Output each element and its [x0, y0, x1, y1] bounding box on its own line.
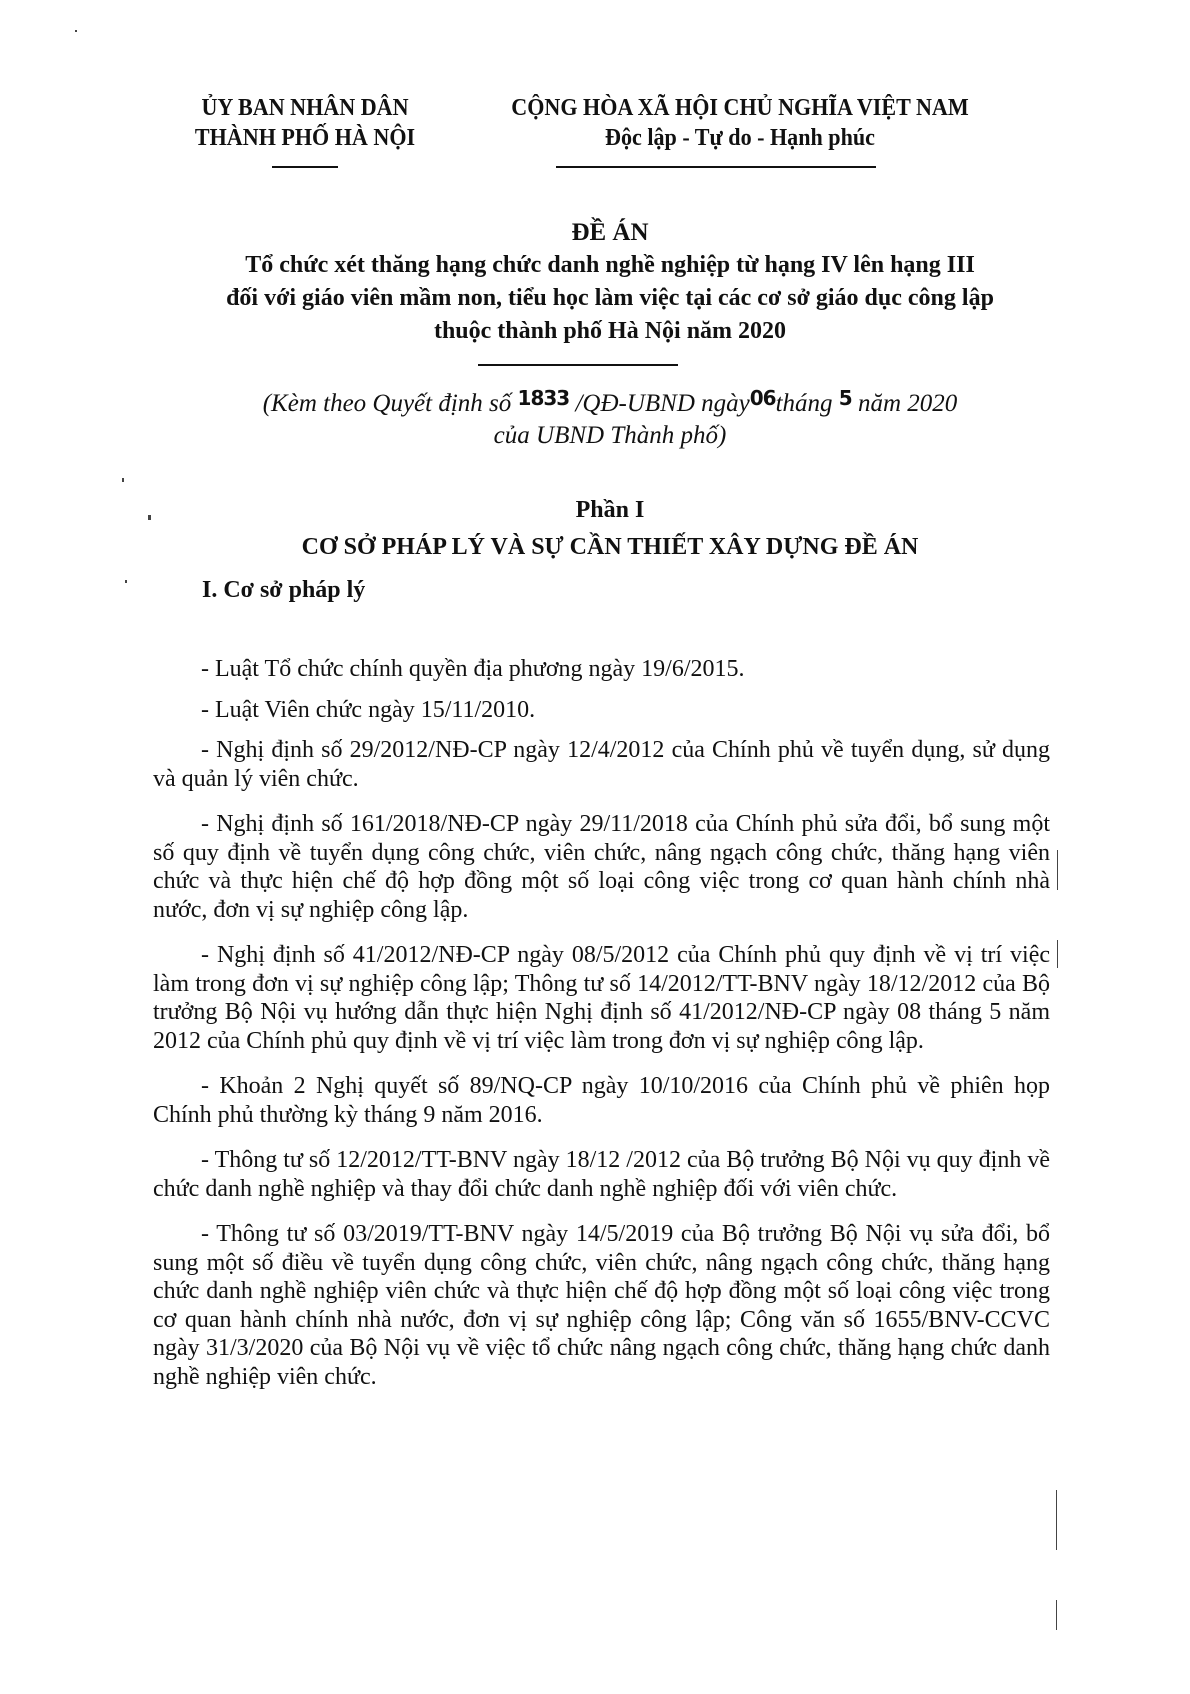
- scan-speck: [122, 478, 124, 482]
- section-heading: I. Cơ sở pháp lý: [202, 577, 366, 603]
- title-main: ĐỀ ÁN: [571, 219, 649, 246]
- decision-month: 5: [838, 386, 852, 410]
- national-motto: [482, 93, 997, 153]
- part-heading: [150, 492, 1070, 566]
- decision-day: 06: [749, 386, 776, 410]
- month-label: tháng: [775, 390, 839, 417]
- scan-margin-mark: [1057, 940, 1058, 968]
- attachment-prefix: (Kèm theo Quyết định số: [262, 390, 518, 417]
- authority-underline: [272, 166, 338, 168]
- title-line-3: thuộc thành phố Hà Nội năm 2020: [433, 318, 787, 344]
- authority-line-2: THÀNH PHỐ HÀ NỘI: [194, 125, 416, 151]
- list-item: - Nghị định số 41/2012/NĐ-CP ngày 08/5/2012 của Chính phủ quy định về vị trí việc làm trong đơn vị sự nghiệp công lập; Thông tư số 14/2012/TT-BNV ngày 18/12/2012 của Bộ trưởng Bộ Nội vụ hướng dẫn thực hiện Nghị định số 41/2012/NĐ-CP ngày 08 tháng 5 năm 2012 của Chính phủ quy định về vị trí việc làm trong đơn vị sự nghiệp công lập.: [153, 942, 1050, 1054]
- list-item: - Nghị định số 29/2012/NĐ-CP ngày 12/4/2012 của Chính phủ về tuyển dụng, sử dụng và quản lý viên chức.: [153, 737, 1050, 792]
- part-title: CƠ SỞ PHÁP LÝ VÀ SỰ CẦN THIẾT XÂY DỰNG ĐỀ ÁN: [301, 534, 919, 560]
- title-underline: [478, 364, 678, 366]
- attachment-line-2: của UBND Thành phố): [493, 422, 727, 449]
- list-item: - Khoản 2 Nghị quyết số 89/NQ-CP ngày 10/10/2016 của Chính phủ về phiên họp Chính phủ thường kỳ tháng 9 năm 2016.: [153, 1073, 1050, 1128]
- title-line-1: Tổ chức xét thăng hạng chức danh nghề nghiệp từ hạng IV lên hạng III: [245, 252, 975, 278]
- title-line-2: đối với giáo viên mầm non, tiểu học làm việc tại các cơ sở giáo dục công lập: [226, 285, 994, 311]
- list-item: - Luật Viên chức ngày 15/11/2010.: [201, 696, 536, 723]
- motto: Độc lập - Tự do - Hạnh phúc: [605, 125, 875, 151]
- decision-number: 1833: [517, 386, 570, 410]
- attachment-line-1: [150, 388, 1070, 420]
- authority-line-1: ỦY BAN NHÂN DÂN: [201, 95, 409, 121]
- motto-underline: [556, 166, 876, 168]
- attachment-note: [150, 388, 1070, 452]
- list-item: - Luật Tổ chức chính quyền địa phương ngày 19/6/2015.: [201, 656, 745, 682]
- list-item: - Thông tư số 12/2012/TT-BNV ngày 18/12 /2012 của Bộ trưởng Bộ Nội vụ quy định về chức danh nghề nghiệp và thay đổi chức danh nghề nghiệp đối với viên chức.: [153, 1147, 1050, 1202]
- scan-margin-mark: [1057, 850, 1058, 890]
- document-title: [150, 216, 1070, 348]
- list-item: - Nghị định số 161/2018/NĐ-CP ngày 29/11/2018 của Chính phủ sửa đổi, bổ sung một số quy định về tuyển dụng công chức, viên chức, nâng ngạch công chức, thăng hạng viên chức và thực hiện chế độ hợp đồng một số loại công việc trong cơ quan hành chính nhà nước, đơn vị sự nghiệp công lập.: [153, 811, 1050, 923]
- scan-speck: [125, 580, 127, 583]
- list-item: - Thông tư số 03/2019/TT-BNV ngày 14/5/2019 của Bộ trưởng Bộ Nội vụ sửa đổi, bổ sung một số điều về tuyển dụng công chức, viên chức, nâng ngạch công chức, thăng hạng chức danh nghề nghiệp viên chức và thực hiện chế độ hợp đồng một số loại công việc trong cơ quan hành chính nhà nước, đơn vị sự nghiệp công lập; Công văn số 1655/BNV-CCVC ngày 31/3/2020 của Bộ Nội vụ về việc tổ chức nâng ngạch công chức, thăng hạng chức danh nghề nghiệp viên chức.: [153, 1221, 1050, 1390]
- attachment-year: năm 2020: [851, 390, 958, 417]
- legal-basis-list: [153, 655, 1050, 1408]
- scan-margin-mark: [1056, 1490, 1057, 1550]
- issuing-authority: [181, 93, 429, 153]
- scan-margin-mark: [1056, 1600, 1057, 1630]
- country-name: CỘNG HÒA XÃ HỘI CHỦ NGHĨA VIỆT NAM: [511, 95, 969, 121]
- part-label: Phần I: [575, 497, 645, 523]
- scan-speck: [75, 30, 77, 32]
- attachment-middle: /QĐ-UBND ngày: [569, 390, 750, 417]
- scan-speck: [148, 515, 151, 520]
